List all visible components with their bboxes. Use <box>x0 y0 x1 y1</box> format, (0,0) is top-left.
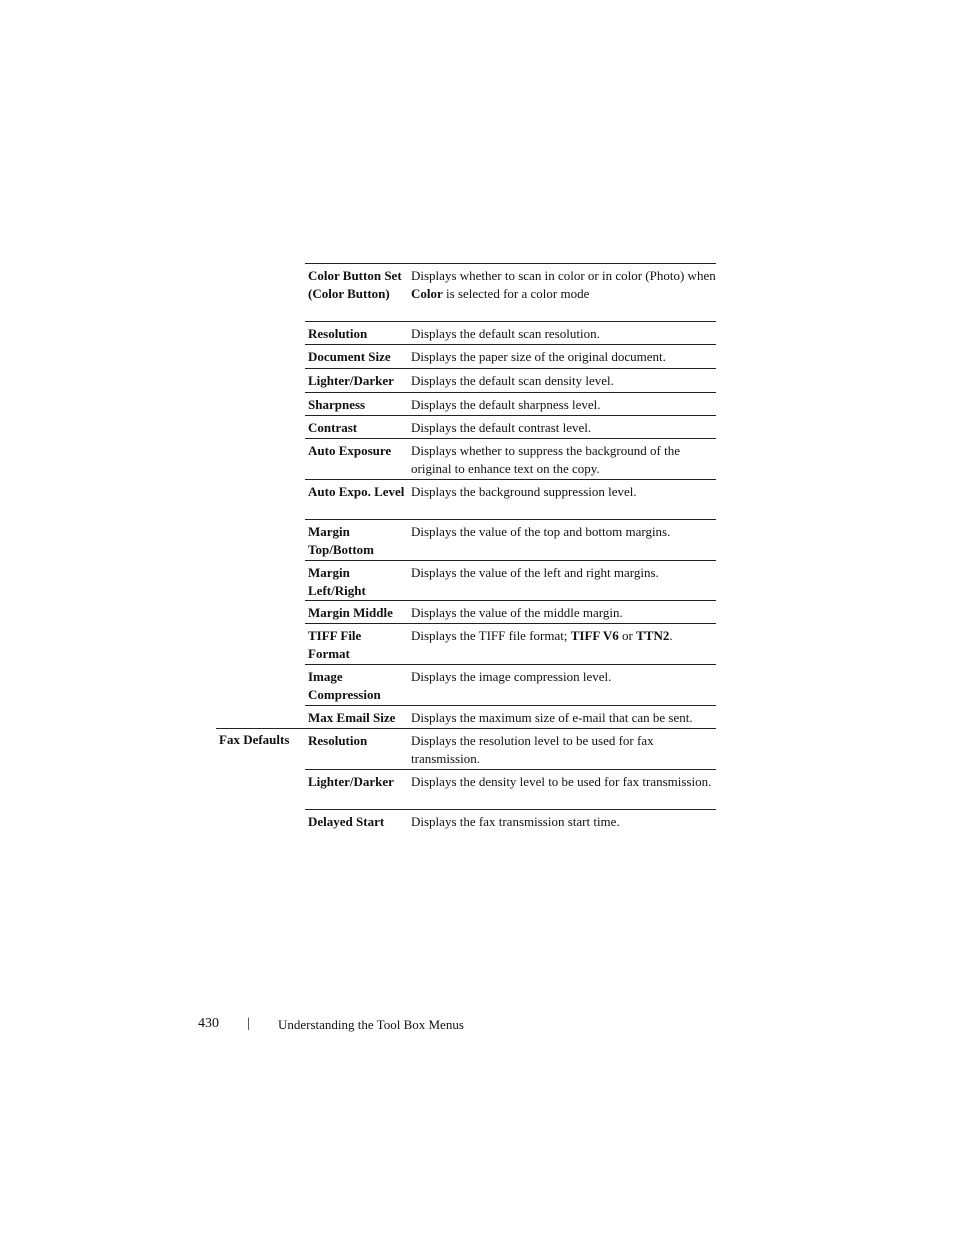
setting-description: Displays the paper size of the original document. <box>411 349 666 364</box>
table-row <box>305 263 716 321</box>
setting-name: Document Size <box>308 349 391 364</box>
table-row <box>305 392 716 415</box>
setting-name: Image Compression <box>308 669 381 702</box>
setting-description: Displays the maximum size of e-mail that can be sent. <box>411 710 693 725</box>
setting-name: Contrast <box>308 420 358 435</box>
table-row <box>305 600 716 623</box>
setting-description: Displays the value of the middle margin. <box>411 605 623 620</box>
page-number: 430 <box>198 1016 219 1031</box>
section-label-fax-defaults: Fax Defaults <box>219 732 290 747</box>
table-row <box>305 519 716 560</box>
footer-separator: | <box>247 1016 250 1031</box>
setting-description: Displays the default sharpness level. <box>411 397 601 412</box>
table-row <box>305 809 716 832</box>
table-row <box>216 728 716 769</box>
table-row <box>305 438 716 479</box>
table-row <box>305 344 716 368</box>
setting-description: Displays the value of the left and right margins. <box>411 565 659 580</box>
setting-description: Displays whether to suppress the background of the original to enhance text on the copy. <box>411 443 680 476</box>
table-row <box>305 321 716 344</box>
table-row <box>305 705 716 728</box>
setting-description: Displays the background suppression level. <box>411 484 637 499</box>
table-row <box>305 368 716 392</box>
table-row <box>305 769 716 810</box>
table-row <box>305 415 716 438</box>
table-row <box>305 623 716 664</box>
setting-name: Resolution <box>308 326 368 341</box>
setting-name: Sharpness <box>308 397 366 412</box>
setting-name: Lighter/Darker <box>308 774 394 789</box>
setting-name: Delayed Start <box>308 814 385 829</box>
setting-name: Resolution <box>308 733 368 748</box>
footer-title: Understanding the Tool Box Menus <box>278 1017 464 1032</box>
setting-name: TIFF File Format <box>308 628 362 661</box>
setting-description: Displays the TIFF file format; TIFF V6 or TTN2. <box>411 628 673 643</box>
setting-name: Margin Middle <box>308 605 393 620</box>
setting-description: Displays the resolution level to be used for fax transmission. <box>411 733 654 766</box>
setting-name: Max Email Size <box>308 710 396 725</box>
setting-description: Displays the default contrast level. <box>411 420 592 435</box>
setting-name: Auto Expo. Level <box>308 484 405 499</box>
setting-name: Auto Exposure <box>308 443 392 458</box>
setting-name: Margin Left/Right <box>308 565 366 598</box>
table-row <box>305 664 716 705</box>
setting-description: Displays whether to scan in color or in color (Photo) when Color is selected for a color mode <box>411 268 716 301</box>
table-row <box>305 560 716 601</box>
setting-description: Displays the image compression level. <box>411 669 612 684</box>
setting-description: Displays the fax transmission start time. <box>411 814 620 829</box>
setting-name: Margin Top/Bottom <box>308 524 374 557</box>
setting-description: Displays the default scan density level. <box>411 373 614 388</box>
setting-description: Displays the default scan resolution. <box>411 326 600 341</box>
setting-description: Displays the density level to be used for fax transmission. <box>411 774 712 789</box>
setting-name: Lighter/Darker <box>308 373 394 388</box>
setting-description: Displays the value of the top and bottom margins. <box>411 524 671 539</box>
table-row <box>305 479 716 520</box>
setting-name: Color Button Set (Color Button) <box>308 268 402 301</box>
